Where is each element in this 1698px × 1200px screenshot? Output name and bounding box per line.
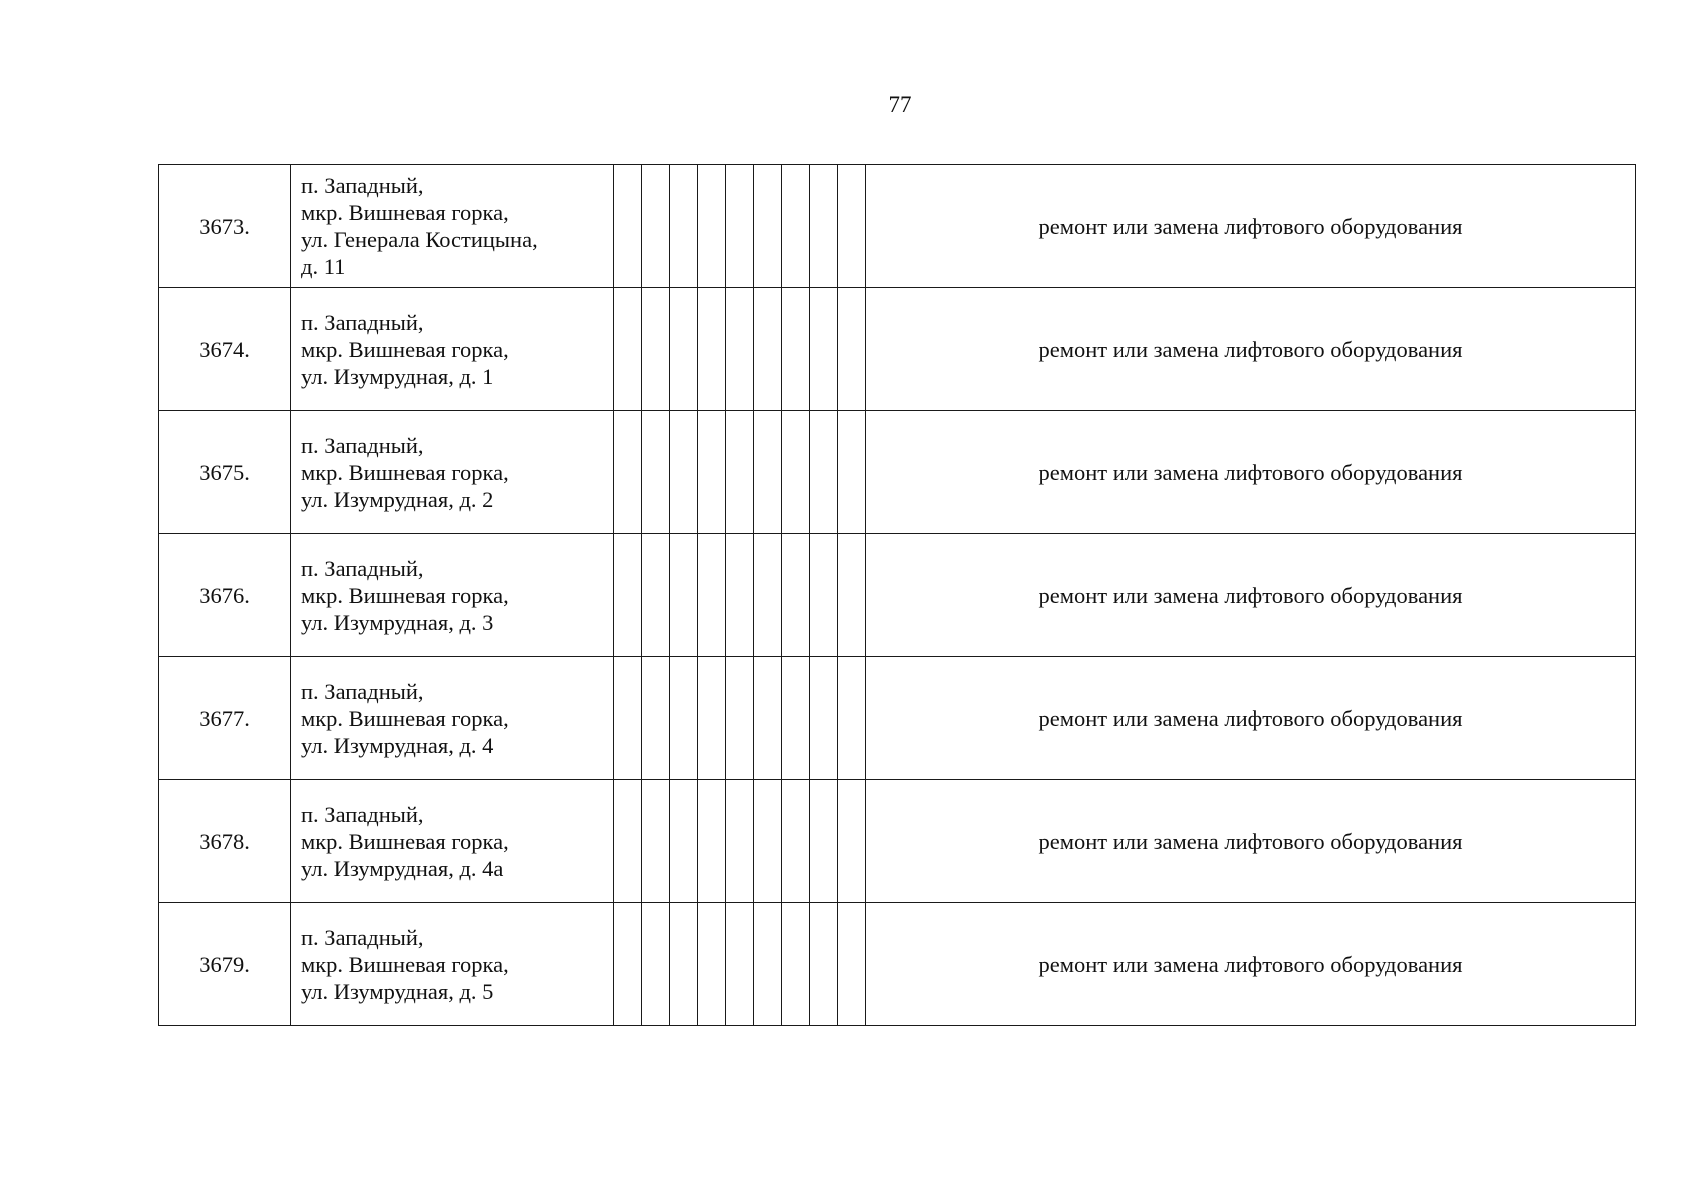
row-number-cell: 3673. xyxy=(159,165,291,288)
empty-cell xyxy=(810,165,838,288)
empty-cell xyxy=(614,411,642,534)
empty-cell xyxy=(782,411,810,534)
row-number-cell: 3676. xyxy=(159,534,291,657)
empty-cell xyxy=(614,165,642,288)
empty-cell xyxy=(754,288,782,411)
empty-cell xyxy=(782,780,810,903)
row-number-cell: 3677. xyxy=(159,657,291,780)
address-line: п. Западный, xyxy=(301,173,424,198)
empty-cell xyxy=(670,411,698,534)
empty-cell xyxy=(726,780,754,903)
address-line: ул. Изумрудная, д. 1 xyxy=(301,363,494,389)
empty-cell xyxy=(726,288,754,411)
address-line: мкр. Вишневая горка, xyxy=(301,705,509,731)
empty-cell xyxy=(838,657,866,780)
row-number-cell: 3679. xyxy=(159,903,291,1026)
address-cell xyxy=(291,165,614,288)
address-line: п. Западный, xyxy=(301,924,424,950)
address-line: мкр. Вишневая горка, xyxy=(301,200,509,225)
empty-cell xyxy=(670,288,698,411)
empty-cell xyxy=(670,165,698,288)
empty-cell xyxy=(754,534,782,657)
empty-cell xyxy=(642,657,670,780)
empty-cell xyxy=(614,288,642,411)
address-line: мкр. Вишневая горка, xyxy=(301,459,509,485)
empty-cell xyxy=(810,657,838,780)
empty-cell xyxy=(810,780,838,903)
empty-cell xyxy=(810,288,838,411)
address-line: п. Западный, xyxy=(301,432,424,458)
empty-cell xyxy=(670,657,698,780)
register-table-body xyxy=(159,165,1636,1026)
empty-cell xyxy=(754,657,782,780)
work-type-cell: ремонт или замена лифтового оборудования xyxy=(866,780,1636,903)
empty-cell xyxy=(810,903,838,1026)
work-type-cell: ремонт или замена лифтового оборудования xyxy=(866,534,1636,657)
address-line: ул. Генерала Костицына, xyxy=(301,227,538,252)
address-cell xyxy=(291,657,614,780)
empty-cell xyxy=(810,534,838,657)
address-cell xyxy=(291,780,614,903)
address-line: п. Западный, xyxy=(301,555,424,581)
work-type-cell: ремонт или замена лифтового оборудования xyxy=(866,903,1636,1026)
empty-cell xyxy=(614,780,642,903)
address-cell xyxy=(291,288,614,411)
empty-cell xyxy=(838,534,866,657)
register-table xyxy=(158,164,1636,1026)
empty-cell xyxy=(838,165,866,288)
empty-cell xyxy=(754,411,782,534)
address-line: мкр. Вишневая горка, xyxy=(301,828,509,854)
empty-cell xyxy=(782,165,810,288)
address-line: ул. Изумрудная, д. 3 xyxy=(301,609,494,635)
empty-cell xyxy=(838,411,866,534)
work-type-cell: ремонт или замена лифтового оборудования xyxy=(866,411,1636,534)
empty-cell xyxy=(782,903,810,1026)
work-type-cell: ремонт или замена лифтового оборудования xyxy=(866,165,1636,288)
table-row xyxy=(159,903,1636,1026)
address-line: ул. Изумрудная, д. 4 xyxy=(301,732,494,758)
empty-cell xyxy=(642,534,670,657)
empty-cell xyxy=(670,780,698,903)
address-line: п. Западный, xyxy=(301,801,424,827)
empty-cell xyxy=(782,288,810,411)
address-cell xyxy=(291,411,614,534)
empty-cell xyxy=(838,288,866,411)
address-cell xyxy=(291,903,614,1026)
table-row xyxy=(159,780,1636,903)
page-number: 77 xyxy=(888,92,912,117)
empty-cell xyxy=(642,288,670,411)
table-row xyxy=(159,657,1636,780)
empty-cell xyxy=(698,534,726,657)
empty-cell xyxy=(698,165,726,288)
empty-cell xyxy=(614,534,642,657)
empty-cell xyxy=(782,534,810,657)
empty-cell xyxy=(726,657,754,780)
empty-cell xyxy=(726,534,754,657)
empty-cell xyxy=(810,411,838,534)
row-number-cell: 3678. xyxy=(159,780,291,903)
empty-cell xyxy=(642,411,670,534)
table-row xyxy=(159,165,1636,288)
empty-cell xyxy=(698,903,726,1026)
table-row xyxy=(159,534,1636,657)
empty-cell xyxy=(782,657,810,780)
empty-cell xyxy=(614,903,642,1026)
empty-cell xyxy=(698,288,726,411)
empty-cell xyxy=(754,903,782,1026)
table-row xyxy=(159,288,1636,411)
empty-cell xyxy=(698,411,726,534)
empty-cell xyxy=(642,903,670,1026)
empty-cell xyxy=(698,657,726,780)
empty-cell xyxy=(726,411,754,534)
empty-cell xyxy=(642,780,670,903)
work-type-cell: ремонт или замена лифтового оборудования xyxy=(866,657,1636,780)
empty-cell xyxy=(670,903,698,1026)
address-line: ул. Изумрудная, д. 5 xyxy=(301,978,494,1004)
work-type-cell: ремонт или замена лифтового оборудования xyxy=(866,288,1636,411)
empty-cell xyxy=(726,903,754,1026)
empty-cell xyxy=(754,165,782,288)
address-line: мкр. Вишневая горка, xyxy=(301,336,509,362)
empty-cell xyxy=(698,780,726,903)
empty-cell xyxy=(726,165,754,288)
address-line: мкр. Вишневая горка, xyxy=(301,582,509,608)
address-line: п. Западный, xyxy=(301,309,424,335)
address-line: ул. Изумрудная, д. 2 xyxy=(301,486,494,512)
address-line: мкр. Вишневая горка, xyxy=(301,951,509,977)
row-number-cell: 3675. xyxy=(159,411,291,534)
empty-cell xyxy=(614,657,642,780)
empty-cell xyxy=(670,534,698,657)
address-line: ул. Изумрудная, д. 4а xyxy=(301,855,504,881)
table-row xyxy=(159,411,1636,534)
row-number-cell: 3674. xyxy=(159,288,291,411)
empty-cell xyxy=(754,780,782,903)
address-line: д. 11 xyxy=(301,254,346,279)
empty-cell xyxy=(838,780,866,903)
empty-cell xyxy=(642,165,670,288)
empty-cell xyxy=(838,903,866,1026)
address-cell xyxy=(291,534,614,657)
address-line: п. Западный, xyxy=(301,678,424,704)
